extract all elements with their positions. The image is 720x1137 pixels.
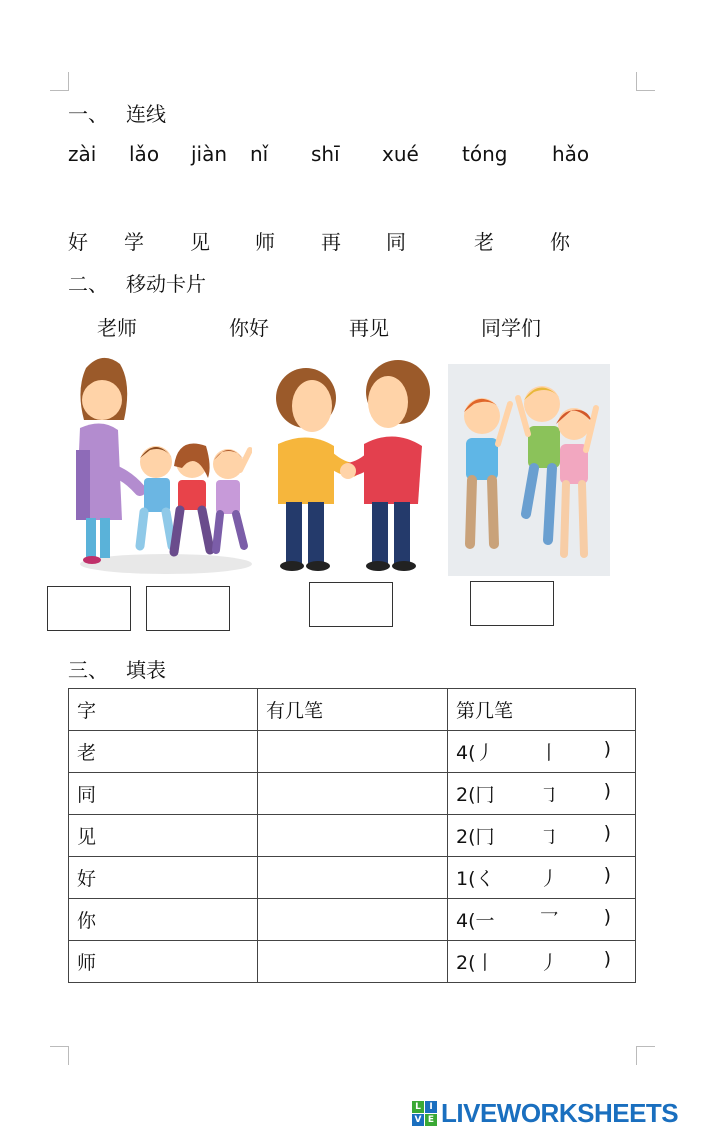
teacher-with-children-illustration: [66, 350, 252, 576]
answer-drop-box[interactable]: [146, 586, 230, 631]
pinyin-item[interactable]: tóng: [462, 142, 508, 166]
corner-mark-top-right: [636, 72, 655, 91]
stroke-prefix: 2(: [456, 784, 476, 806]
pinyin-item[interactable]: jiàn: [191, 142, 228, 166]
stroke-count-input[interactable]: [258, 941, 448, 983]
table-row: [69, 773, 636, 815]
hanzi-item[interactable]: 再: [321, 230, 341, 254]
stroke-glyph: く: [475, 868, 495, 890]
stroke-order-cell: [448, 857, 636, 899]
liveworksheets-logo: [412, 1098, 678, 1129]
char-cell: 你: [69, 899, 258, 941]
table-row: [69, 815, 636, 857]
stroke-prefix: 2(: [456, 952, 476, 974]
char-cell: 同: [69, 773, 258, 815]
handshake-illustration: [268, 354, 436, 574]
hanzi-item[interactable]: 你: [550, 230, 570, 254]
table-row: [69, 857, 636, 899]
logo-letter: L: [412, 1101, 424, 1113]
column-header: 第几笔: [448, 689, 636, 731]
pinyin-item[interactable]: zài: [68, 142, 97, 166]
stroke-count-input[interactable]: [258, 899, 448, 941]
hanzi-item[interactable]: 学: [124, 230, 144, 254]
stroke-close: ): [603, 948, 611, 970]
stroke-answer[interactable]: ㇆: [539, 826, 559, 848]
pinyin-item[interactable]: nǐ: [250, 142, 269, 166]
drag-card[interactable]: 再见: [349, 316, 389, 340]
stroke-prefix: 4(: [456, 742, 476, 764]
stroke-table: [68, 688, 636, 983]
logo-letter: E: [425, 1114, 437, 1126]
stroke-glyph: 冂: [475, 784, 495, 806]
stroke-close: ): [603, 864, 611, 886]
stroke-glyph: 丨: [475, 952, 495, 974]
stroke-order-cell: [448, 899, 636, 941]
stroke-count-input[interactable]: [258, 857, 448, 899]
corner-mark-top-left: [50, 72, 69, 91]
answer-drop-box[interactable]: [309, 582, 393, 627]
char-cell: 见: [69, 815, 258, 857]
column-header: 有几笔: [258, 689, 448, 731]
pinyin-item[interactable]: xué: [382, 142, 419, 166]
table-row: [69, 731, 636, 773]
stroke-glyph: 丿: [475, 742, 495, 764]
logo-letter: I: [425, 1101, 437, 1113]
stroke-glyph: 一: [475, 910, 495, 932]
section2-title: 移动卡片: [126, 272, 206, 296]
hanzi-item[interactable]: 好: [68, 230, 88, 254]
section1-heading: [68, 98, 166, 127]
table-header-row: [69, 689, 636, 731]
drag-card[interactable]: 你好: [229, 316, 269, 340]
pinyin-item[interactable]: hǎo: [552, 142, 590, 166]
classmates-waving-illustration: [448, 364, 610, 576]
char-cell: 师: [69, 941, 258, 983]
stroke-prefix: 4(: [456, 910, 476, 932]
stroke-close: ): [603, 780, 611, 802]
section3-title: 填表: [126, 658, 166, 682]
logo-icon: [412, 1101, 437, 1126]
char-cell: 老: [69, 731, 258, 773]
section3-heading: [68, 654, 166, 683]
logo-text: LIVEWORKSHEETS: [441, 1098, 679, 1128]
answer-drop-box[interactable]: [470, 581, 554, 626]
drag-card[interactable]: 同学们: [481, 316, 541, 340]
pinyin-item[interactable]: lǎo: [129, 142, 160, 166]
stroke-close: ): [603, 906, 611, 928]
char-cell: 好: [69, 857, 258, 899]
section2-heading: [68, 268, 206, 297]
stroke-order-cell: [448, 815, 636, 857]
corner-mark-bottom-left: [50, 1046, 69, 1065]
stroke-answer[interactable]: 丿: [539, 952, 559, 974]
stroke-count-input[interactable]: [258, 773, 448, 815]
logo-letter: V: [412, 1114, 424, 1126]
stroke-answer[interactable]: ㇆: [539, 784, 559, 806]
stroke-answer[interactable]: 丿: [539, 868, 559, 890]
corner-mark-bottom-right: [636, 1046, 655, 1065]
pinyin-item[interactable]: shī: [311, 142, 340, 166]
hanzi-item[interactable]: 同: [386, 230, 406, 254]
section3-number: 三、: [68, 658, 108, 682]
stroke-order-cell: [448, 941, 636, 983]
stroke-prefix: 2(: [456, 826, 476, 848]
table-row: [69, 941, 636, 983]
stroke-glyph: 冂: [475, 826, 495, 848]
stroke-answer[interactable]: 丨: [539, 742, 559, 764]
stroke-answer[interactable]: 乛: [539, 910, 559, 932]
answer-drop-box[interactable]: [47, 586, 131, 631]
stroke-order-cell: [448, 773, 636, 815]
hanzi-item[interactable]: 老: [474, 230, 494, 254]
section1-number: 一、: [68, 102, 108, 126]
hanzi-item[interactable]: 师: [255, 230, 275, 254]
stroke-close: ): [603, 738, 611, 760]
stroke-close: ): [603, 822, 611, 844]
table-row: [69, 899, 636, 941]
stroke-order-cell: [448, 731, 636, 773]
stroke-count-input[interactable]: [258, 815, 448, 857]
stroke-prefix: 1(: [456, 868, 476, 890]
drag-card[interactable]: 老师: [97, 316, 137, 340]
stroke-count-input[interactable]: [258, 731, 448, 773]
section2-number: 二、: [68, 272, 108, 296]
section1-title: 连线: [126, 102, 166, 126]
hanzi-item[interactable]: 见: [190, 230, 210, 254]
column-header: 字: [69, 689, 258, 731]
